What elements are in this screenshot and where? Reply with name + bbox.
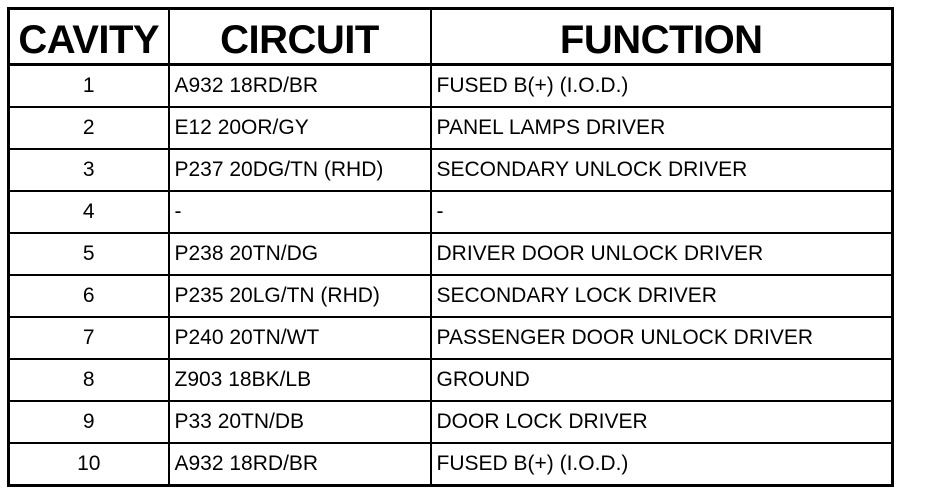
circuit-cell: P237 20DG/TN (RHD) xyxy=(169,149,431,191)
cavity-column-header: CAVITY xyxy=(9,9,169,65)
connector-pinout-table xyxy=(7,7,894,487)
circuit-cell: A932 18RD/BR xyxy=(169,65,431,108)
header-row xyxy=(9,9,893,65)
cavity-cell: 8 xyxy=(9,359,169,401)
circuit-cell: Z903 18BK/LB xyxy=(169,359,431,401)
cavity-cell: 7 xyxy=(9,317,169,359)
function-cell: FUSED B(+) (I.O.D.) xyxy=(431,65,893,108)
circuit-cell: P33 20TN/DB xyxy=(169,401,431,443)
function-cell: FUSED B(+) (I.O.D.) xyxy=(431,443,893,486)
table-row xyxy=(9,443,893,486)
table-row xyxy=(9,65,893,108)
function-cell: PANEL LAMPS DRIVER xyxy=(431,107,893,149)
function-cell: SECONDARY UNLOCK DRIVER xyxy=(431,149,893,191)
cavity-cell: 6 xyxy=(9,275,169,317)
function-cell: GROUND xyxy=(431,359,893,401)
cavity-cell: 5 xyxy=(9,233,169,275)
circuit-cell: E12 20OR/GY xyxy=(169,107,431,149)
circuit-cell: P235 20LG/TN (RHD) xyxy=(169,275,431,317)
function-cell: PASSENGER DOOR UNLOCK DRIVER xyxy=(431,317,893,359)
table-row xyxy=(9,191,893,233)
circuit-column-header: CIRCUIT xyxy=(169,9,431,65)
cavity-cell: 3 xyxy=(9,149,169,191)
table-row xyxy=(9,275,893,317)
table-row xyxy=(9,317,893,359)
cavity-cell: 4 xyxy=(9,191,169,233)
circuit-cell: P240 20TN/WT xyxy=(169,317,431,359)
table-row xyxy=(9,359,893,401)
cavity-cell: 1 xyxy=(9,65,169,108)
function-column-header: FUNCTION xyxy=(431,9,893,65)
cavity-cell: 2 xyxy=(9,107,169,149)
table-header xyxy=(9,9,893,65)
cavity-cell: 9 xyxy=(9,401,169,443)
circuit-cell: - xyxy=(169,191,431,233)
function-cell: - xyxy=(431,191,893,233)
table-row xyxy=(9,401,893,443)
function-cell: DOOR LOCK DRIVER xyxy=(431,401,893,443)
table-row xyxy=(9,233,893,275)
circuit-cell: A932 18RD/BR xyxy=(169,443,431,486)
cavity-cell: 10 xyxy=(9,443,169,486)
table-row xyxy=(9,149,893,191)
function-cell: DRIVER DOOR UNLOCK DRIVER xyxy=(431,233,893,275)
function-cell: SECONDARY LOCK DRIVER xyxy=(431,275,893,317)
table-row xyxy=(9,107,893,149)
table-body xyxy=(9,65,893,486)
circuit-cell: P238 20TN/DG xyxy=(169,233,431,275)
